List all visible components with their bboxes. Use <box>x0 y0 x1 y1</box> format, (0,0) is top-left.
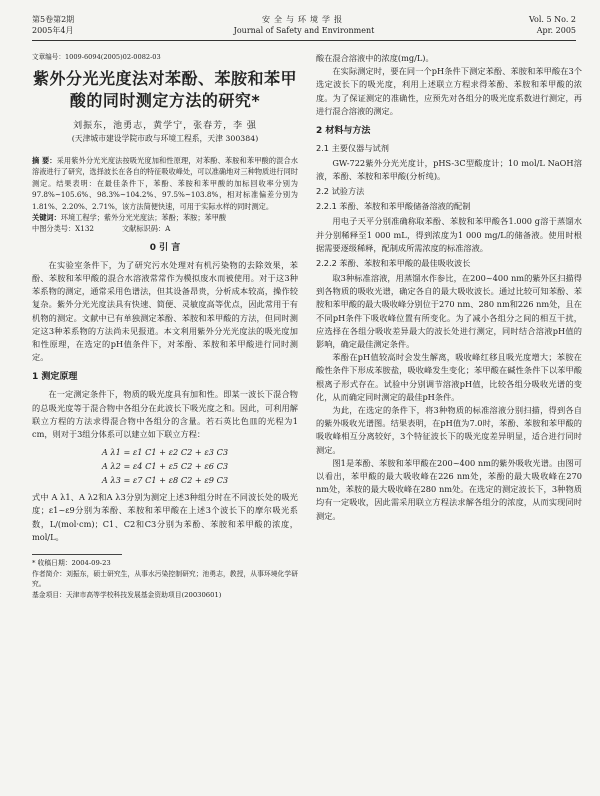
affiliation: (天津城市建设学院市政与环境工程系，天津 300384) <box>71 134 259 143</box>
subsection-instruments-heading: 2.1 主要仪器与试剂 <box>316 143 389 154</box>
paper-title: 紫外分光光度法对苯酚、苯胺和苯甲酸的同时测定方法的研究* <box>32 69 297 110</box>
equation-1: A λ1 = ε1 C1 + ε2 C2 + ε3 C3 <box>101 447 229 458</box>
intro-paragraph: 在实验室条件下，为了研究污水处理对有机污染物的去除效果，苯酚、苯胺和苯甲酸的混合水溶液常常作为模拟废水而被使用。对于这3种苯系物的测定，通常采用色谱法，但其设备昂贵，分析成本较高，操作较复杂。紫外分光光度法具有快速、简便、灵敏度高等优点，因此常用于有机物的测定。文献中已有单独测定苯酚、苯胺和苯甲酸的方法，但同时测定这3种苯系物的方法尚未见报道。本文利用紫外分光光度法的吸光度加和性原理，在选定的pH值条件下，对苯酚、苯胺和苯甲酸进行同时测定。 <box>32 259 298 363</box>
right-column <box>316 52 582 782</box>
author-list: 刘振东，池勇志，黄学宁，张春芳，李 强 <box>73 121 257 131</box>
footnote-fund: 基金项目：天津市高等学校科技发展基金资助项目(20030601) <box>32 590 222 599</box>
keywords-label: 关键词： <box>32 213 61 223</box>
header-vol-issue-en: Vol. 5 No. 2 <box>529 15 576 24</box>
equation-3: A λ3 = ε7 C1 + ε8 C2 + ε9 C3 <box>101 475 229 486</box>
abstract-label: 摘 要： <box>32 156 57 165</box>
abstract <box>32 155 298 212</box>
header-date-en: Apr. 2005 <box>536 26 576 35</box>
document-code: 文献标识码：A <box>121 224 171 234</box>
section-principle-heading: 1 测定原理 <box>32 372 78 383</box>
header-journal-cn: 安全与环境学报 <box>262 15 346 24</box>
subsection-stock-solution-heading: 2.2.1 苯酚、苯胺和苯甲酸储备溶液的配制 <box>316 201 471 212</box>
wavelength-paragraph-4: 图1是苯酚、苯胺和苯甲酸在200~400 nm的紫外吸收光谱。由图可以看出，苯甲酸的最大吸收峰在226 nm处，苯酚的最大吸收峰在270 nm处，苯胺的最大吸收峰在280 nm处。在选定的测定波长下，3种物质均有一定吸收，因此需采用联立方程法求解各组分的浓度，从而实现同时测定。 <box>316 457 582 521</box>
abstract-text: 采用紫外分光光度法按吸光度加和性原理，对苯酚、苯胺和苯甲酸的混合水溶液进行了研究，选择波长在各自的特征吸收峰处，可以准确地对三种物质进行同时测定。结果表明：在最佳条件下，苯酚、苯胺和苯甲酸的加标回收率分别为97.8%~105.6%、98.3%~104.2%、97.5%~103.8%，相对标准偏差分别为1.81%、2.20%、2.71%，该方法简便快速，可用于实际水样的同时测定。 <box>32 156 298 211</box>
running-header <box>32 12 576 41</box>
instruments-paragraph: GW-722紫外分光光度计，pHS-3C型酸度计；10 mol/L NaOH溶液，苯酚、苯胺和苯甲酸(分析纯)。 <box>316 158 582 182</box>
article-number: 文章编号：1009-6094(2005)02-0082-03 <box>32 53 161 61</box>
header-date-cn: 2005年4月 <box>32 26 74 35</box>
footnote-divider <box>32 554 122 555</box>
keywords <box>32 212 298 223</box>
subsection-wavelength-heading: 2.2.2 苯酚、苯胺和苯甲酸的最佳吸收波长 <box>316 258 471 269</box>
principle-paragraph-1: 在一定测定条件下，物质的吸光度具有加和性。即某一波长下混合物的总吸光度等于混合物中各组分在此波长下吸光度之和。因此，可利用解联立方程的方法求得混合物中各组分的含量。若石英比色皿的光程为1 cm，则对于3组分体系可以建立如下联立方程： <box>32 389 298 440</box>
keywords-text: 环境工程学；紫外分光光度法；苯酚；苯胺；苯甲酸 <box>60 213 227 223</box>
continued-paragraph: 酸在混合溶液中的浓度(mg/L)。 <box>316 53 434 63</box>
equation-system <box>32 445 298 487</box>
subsection-methods-heading: 2.2 试验方法 <box>316 186 365 197</box>
header-right <box>529 14 576 36</box>
classification-line <box>32 223 298 234</box>
wavelength-paragraph-1: 取3种标准溶液，用蒸馏水作参比，在200~400 nm的紫外区扫描得到各物质的吸收光谱，确定各自的最大吸收波长。通过比较可知苯酚、苯胺和苯甲酸的最大吸收峰分别位于270 nm、280 nm和226 nm处，且在不同pH条件下吸收峰位置有所变化。为了减小各组分之间的相互干扰，应选择在各组分吸收差异最大的波长处进行测定，同时结合溶液pH值的影响，确定最佳测定条件。 <box>316 273 582 350</box>
equation-2: A λ2 = ε4 C1 + ε5 C2 + ε6 C3 <box>101 461 229 472</box>
left-column <box>32 52 298 764</box>
principle-paragraph-2: 式中 A λ1、A λ2和A λ3分别为测定上述3种组分时在不同波长处的吸光度；ε1~ε9分别为苯酚、苯胺和苯甲酸在上述3个波长下的摩尔吸光系数，L/(mol·cm)；C1、C2和C3分别为苯酚、苯胺和苯甲酸的浓度，mol/L。 <box>32 492 298 542</box>
header-journal-en: Journal of Safety and Environment <box>233 26 375 35</box>
wavelength-paragraph-2: 苯酚在pH值较高时会发生解离，吸收峰红移且吸光度增大；苯胺在酸性条件下形成苯胺盐，吸收峰发生变化；苯甲酸在碱性条件下以苯甲酸根离子形式存在。试验中分别调节溶液pH值，比较各组分吸收光谱的变化，从而确定同时测定的最佳pH条件。 <box>316 352 582 402</box>
wavelength-paragraph-3: 为此，在选定的条件下，将3种物质的标准溶液分别扫描，得到各自的紫外吸收光谱图。结果表明，在pH值为7.0时，苯酚、苯胺和苯甲酸的吸收峰相互分离较好，3个特征波长下的吸光度差异明显，适合进行同时测定。 <box>316 405 582 455</box>
header-vol-issue-cn: 第5卷第2期 <box>32 15 75 24</box>
footnote-received: * 收稿日期：2004-09-23 <box>32 559 111 568</box>
footnote-author-bio: 作者简介：刘振东，硕士研究生，从事水污染控制研究；池勇志，教授，从事环境化学研究。 <box>32 569 298 589</box>
header-center <box>32 14 576 36</box>
stock-solution-paragraph: 用电子天平分别准确称取苯酚、苯胺和苯甲酸各1.000 g溶于蒸馏水并分别稀释至1 000 mL，得到浓度为1 000 mg/L的储备液。使用时根据需要逐级稀释，配制成所需浓度的标准溶液。 <box>316 216 582 253</box>
section-materials-heading: 2 材料与方法 <box>316 126 371 137</box>
measurement-paragraph: 在实际测定时，要在同一个pH条件下测定苯酚、苯胺和苯甲酸在3个选定波长下的吸光度，利用上述联立方程求得苯酚、苯胺和苯甲酸的浓度。为了保证测定的准确性，应预先对各组分的吸光度系数进行测定，再进行混合溶液的测定。 <box>316 66 582 116</box>
clc-number: 中图分类号：X132 <box>32 224 94 234</box>
section-introduction-heading: 0 引 言 <box>149 242 181 253</box>
